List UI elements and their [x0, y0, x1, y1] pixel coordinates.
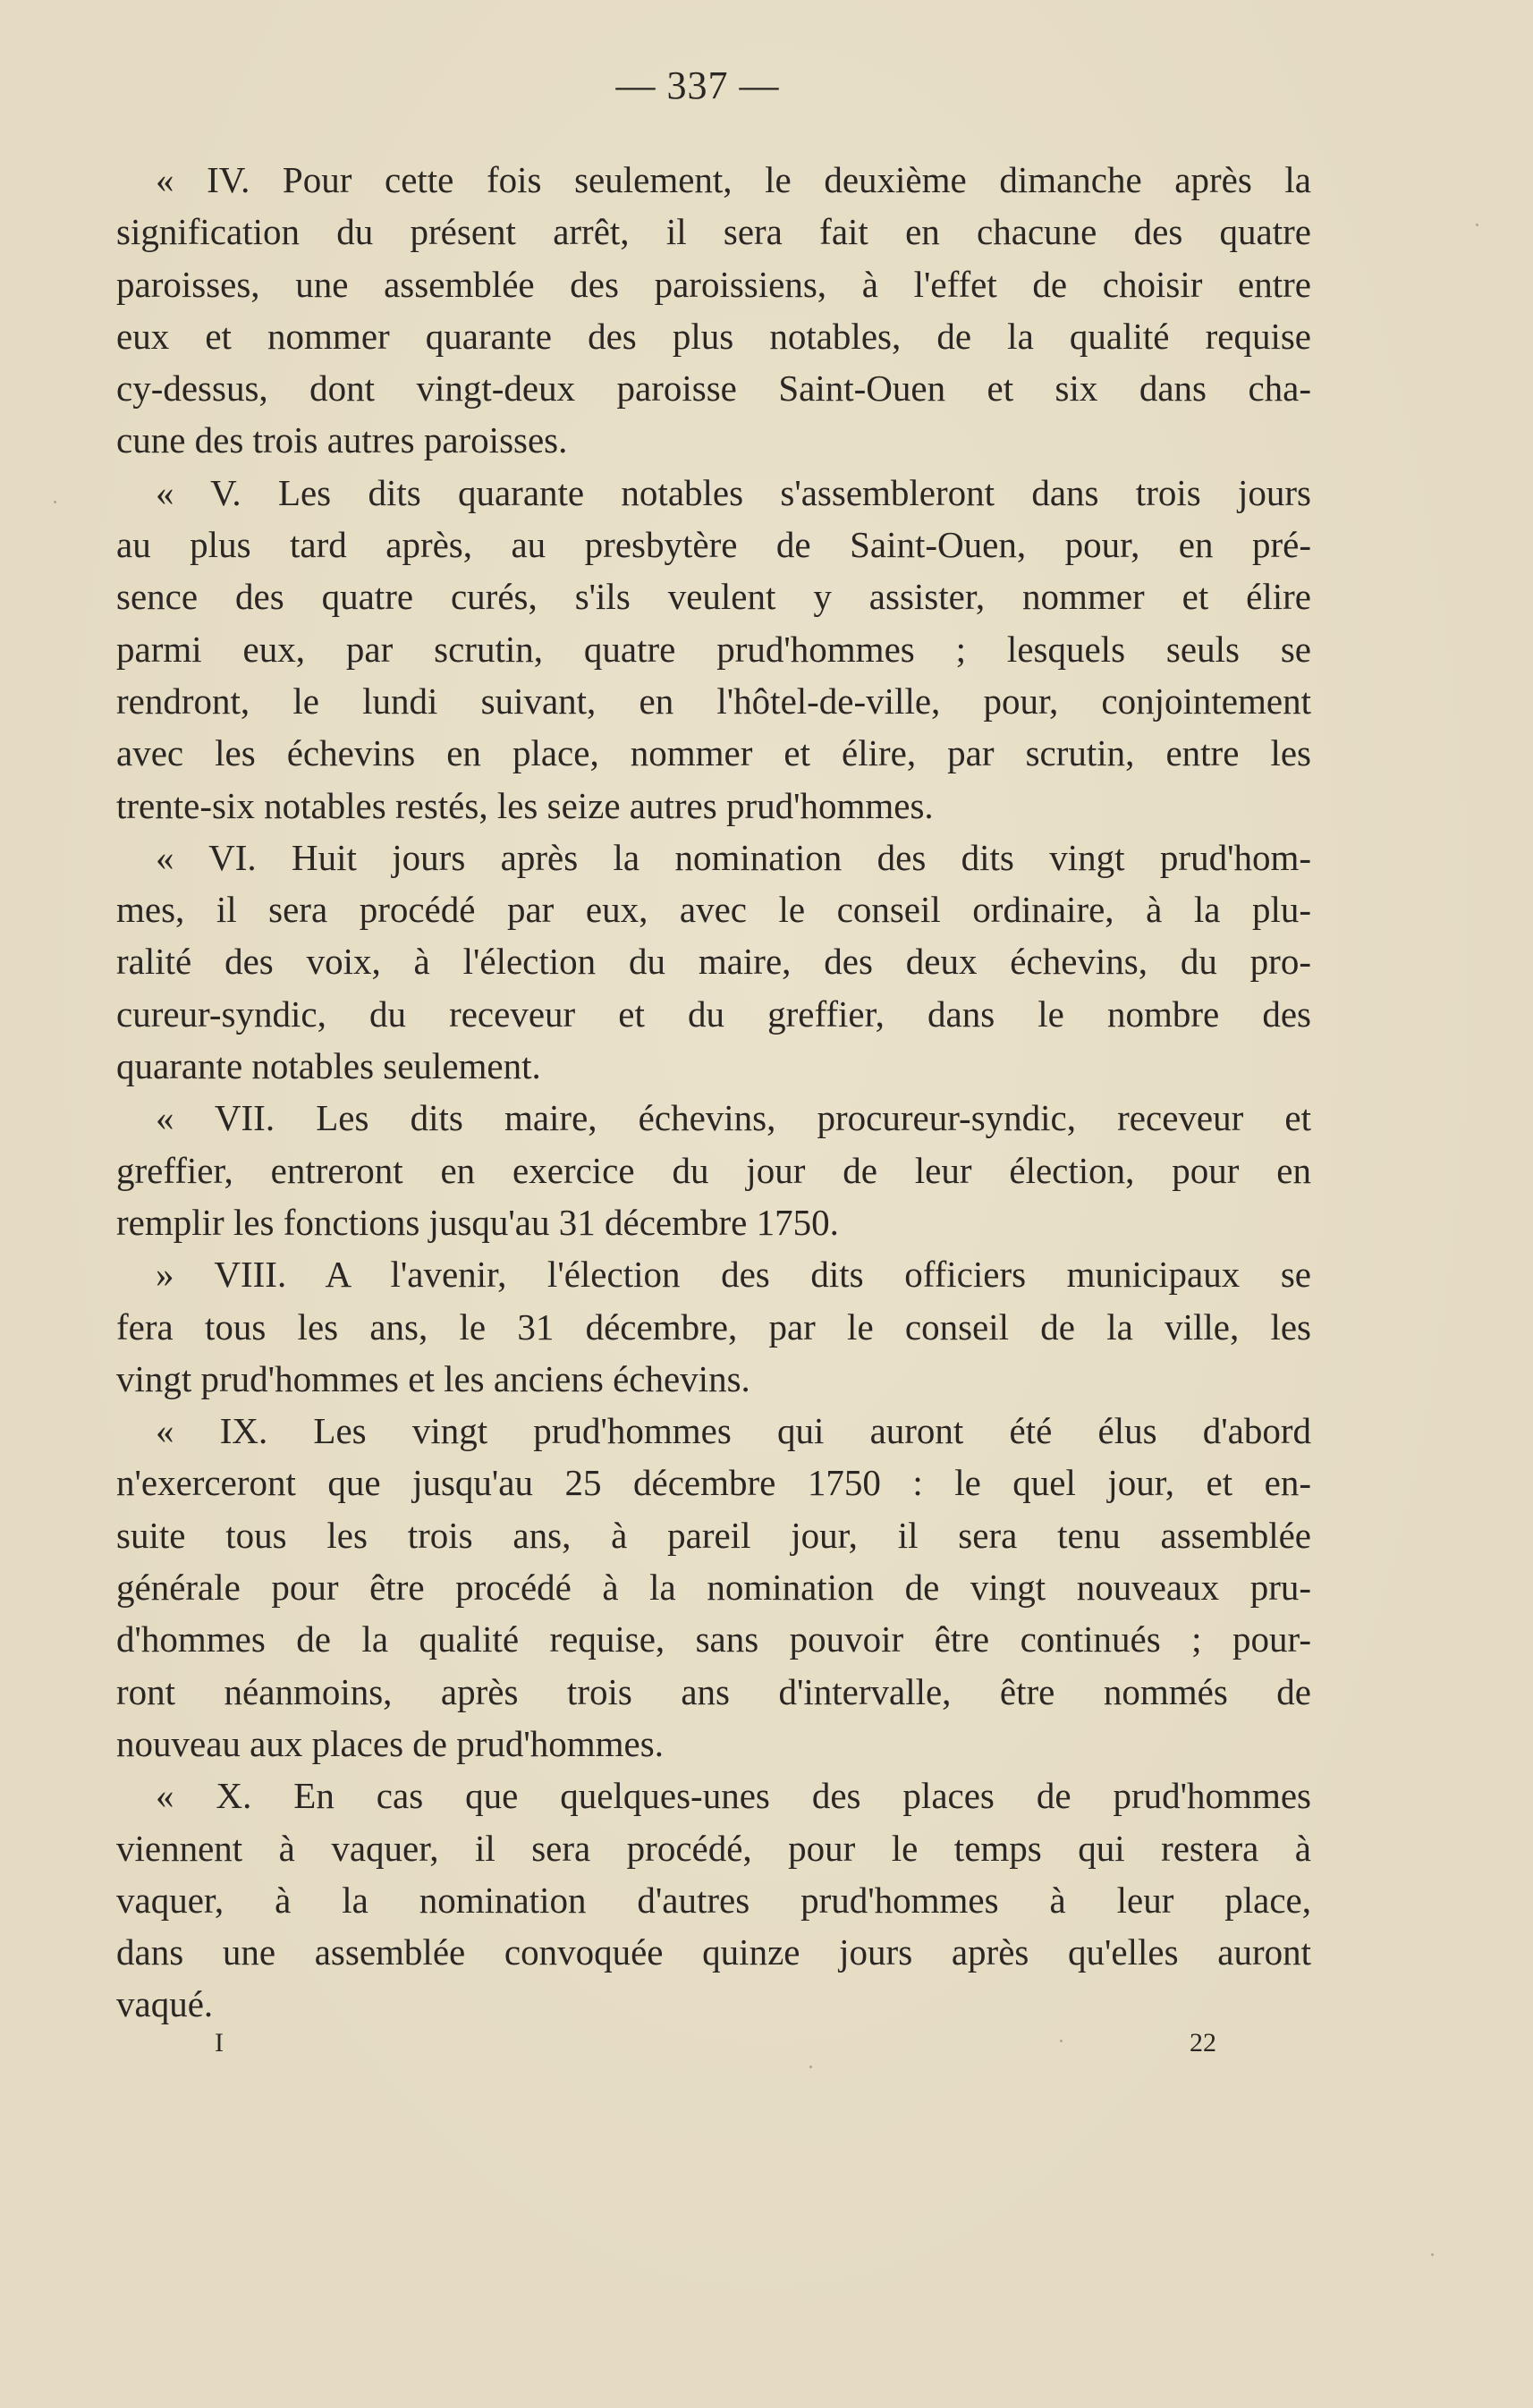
text-line: remplir les fonctions jusqu'au 31 décembre 1750.	[116, 1201, 839, 1243]
paper-speck	[1060, 2040, 1063, 2042]
text-line: dans une assemblée convoquée quinze jours après qu'elles auront	[116, 1931, 1311, 1973]
paper-speck	[1476, 224, 1478, 226]
text-line: eux et nommer quarante des plus notables, de la qualité requise	[116, 315, 1311, 357]
text-line: sence des quatre curés, s'ils veulent y assister, nommer et élire	[116, 576, 1311, 618]
page-number: — 337 —	[615, 63, 780, 107]
text-line: fera tous les ans, le 31 décembre, par le conseil de la ville, les	[116, 1305, 1311, 1348]
text-line: au plus tard après, au presbytère de Saint-Ouen, pour, en pré-	[116, 524, 1311, 566]
text-line: » VIII. A l'avenir, l'élection des dits officiers municipaux se	[156, 1254, 1311, 1296]
text-line: trente-six notables restés, les seize autres prud'hommes.	[116, 784, 934, 826]
text-line: cune des trois autres paroisses.	[116, 419, 568, 461]
text-line: paroisses, une assemblée des paroissiens, à l'effet de choisir entre	[116, 263, 1311, 305]
text-line: viennent à vaquer, il sera procédé, pour le temps qui restera à	[116, 1827, 1311, 1869]
text-line: greffier, entreront en exercice du jour de leur élection, pour en	[116, 1149, 1311, 1191]
body-text	[116, 154, 1311, 2031]
text-line: d'hommes de la qualité requise, sans pouvoir être continués ; pour-	[116, 1618, 1311, 1660]
text-line: parmi eux, par scrutin, quatre prud'hommes ; lesquels seuls se	[116, 628, 1311, 670]
paper-speck	[54, 501, 56, 503]
text-line: rendront, le lundi suivant, en l'hôtel-de-ville, pour, conjointement	[116, 680, 1311, 722]
text-line: cureur-syndic, du receveur et du greffier, dans le nombre des	[116, 993, 1311, 1035]
text-line: vingt prud'hommes et les anciens échevins.	[116, 1357, 750, 1399]
text-line: quarante notables seulement.	[116, 1045, 541, 1087]
text-line: suite tous les trois ans, à pareil jour, il sera tenu assemblée	[116, 1514, 1311, 1556]
text-line: avec les échevins en place, nommer et élire, par scrutin, entre les	[116, 732, 1311, 774]
text-line: cy-dessus, dont vingt-deux paroisse Saint-Ouen et six dans cha-	[116, 368, 1311, 410]
text-line: signification du présent arrêt, il sera fait en chacune des quatre	[116, 211, 1311, 253]
paper-speck	[1431, 2253, 1434, 2256]
text-line: « V. Les dits quarante notables s'assembleront dans trois jours	[156, 471, 1311, 513]
text-line: « VII. Les dits maire, échevins, procureur-syndic, receveur et	[156, 1097, 1311, 1139]
text-line: vaquer, à la nomination d'autres prud'hommes à leur place,	[116, 1879, 1311, 1921]
text-line: n'exerceront que jusqu'au 25 décembre 1750 : le quel jour, et en-	[116, 1462, 1311, 1504]
text-line: générale pour être procédé à la nomination de vingt nouveaux pru-	[116, 1567, 1311, 1609]
text-line: vaqué.	[116, 1983, 214, 2025]
text-line: « VI. Huit jours après la nomination des dits vingt prud'hom-	[156, 836, 1311, 878]
signature-mark-right: 22	[1190, 2028, 1216, 2057]
text-line: ront néanmoins, après trois ans d'intervalle, être nommés de	[116, 1670, 1311, 1712]
text-line: mes, il sera procédé par eux, avec le conseil ordinaire, à la plu-	[116, 889, 1311, 931]
paper-speck	[809, 2066, 812, 2068]
text-line: « IV. Pour cette fois seulement, le deuxième dimanche après la	[156, 159, 1311, 200]
signature-mark-left: I	[215, 2028, 224, 2057]
text-line: ralité des voix, à l'élection du maire, des deux échevins, du pro-	[116, 941, 1311, 983]
text-line: « IX. Les vingt prud'hommes qui auront été élus d'abord	[156, 1410, 1311, 1452]
text-line: « X. En cas que quelques-unes des places de prud'hommes	[156, 1775, 1311, 1817]
text-line: nouveau aux places de prud'hommes.	[116, 1722, 664, 1764]
